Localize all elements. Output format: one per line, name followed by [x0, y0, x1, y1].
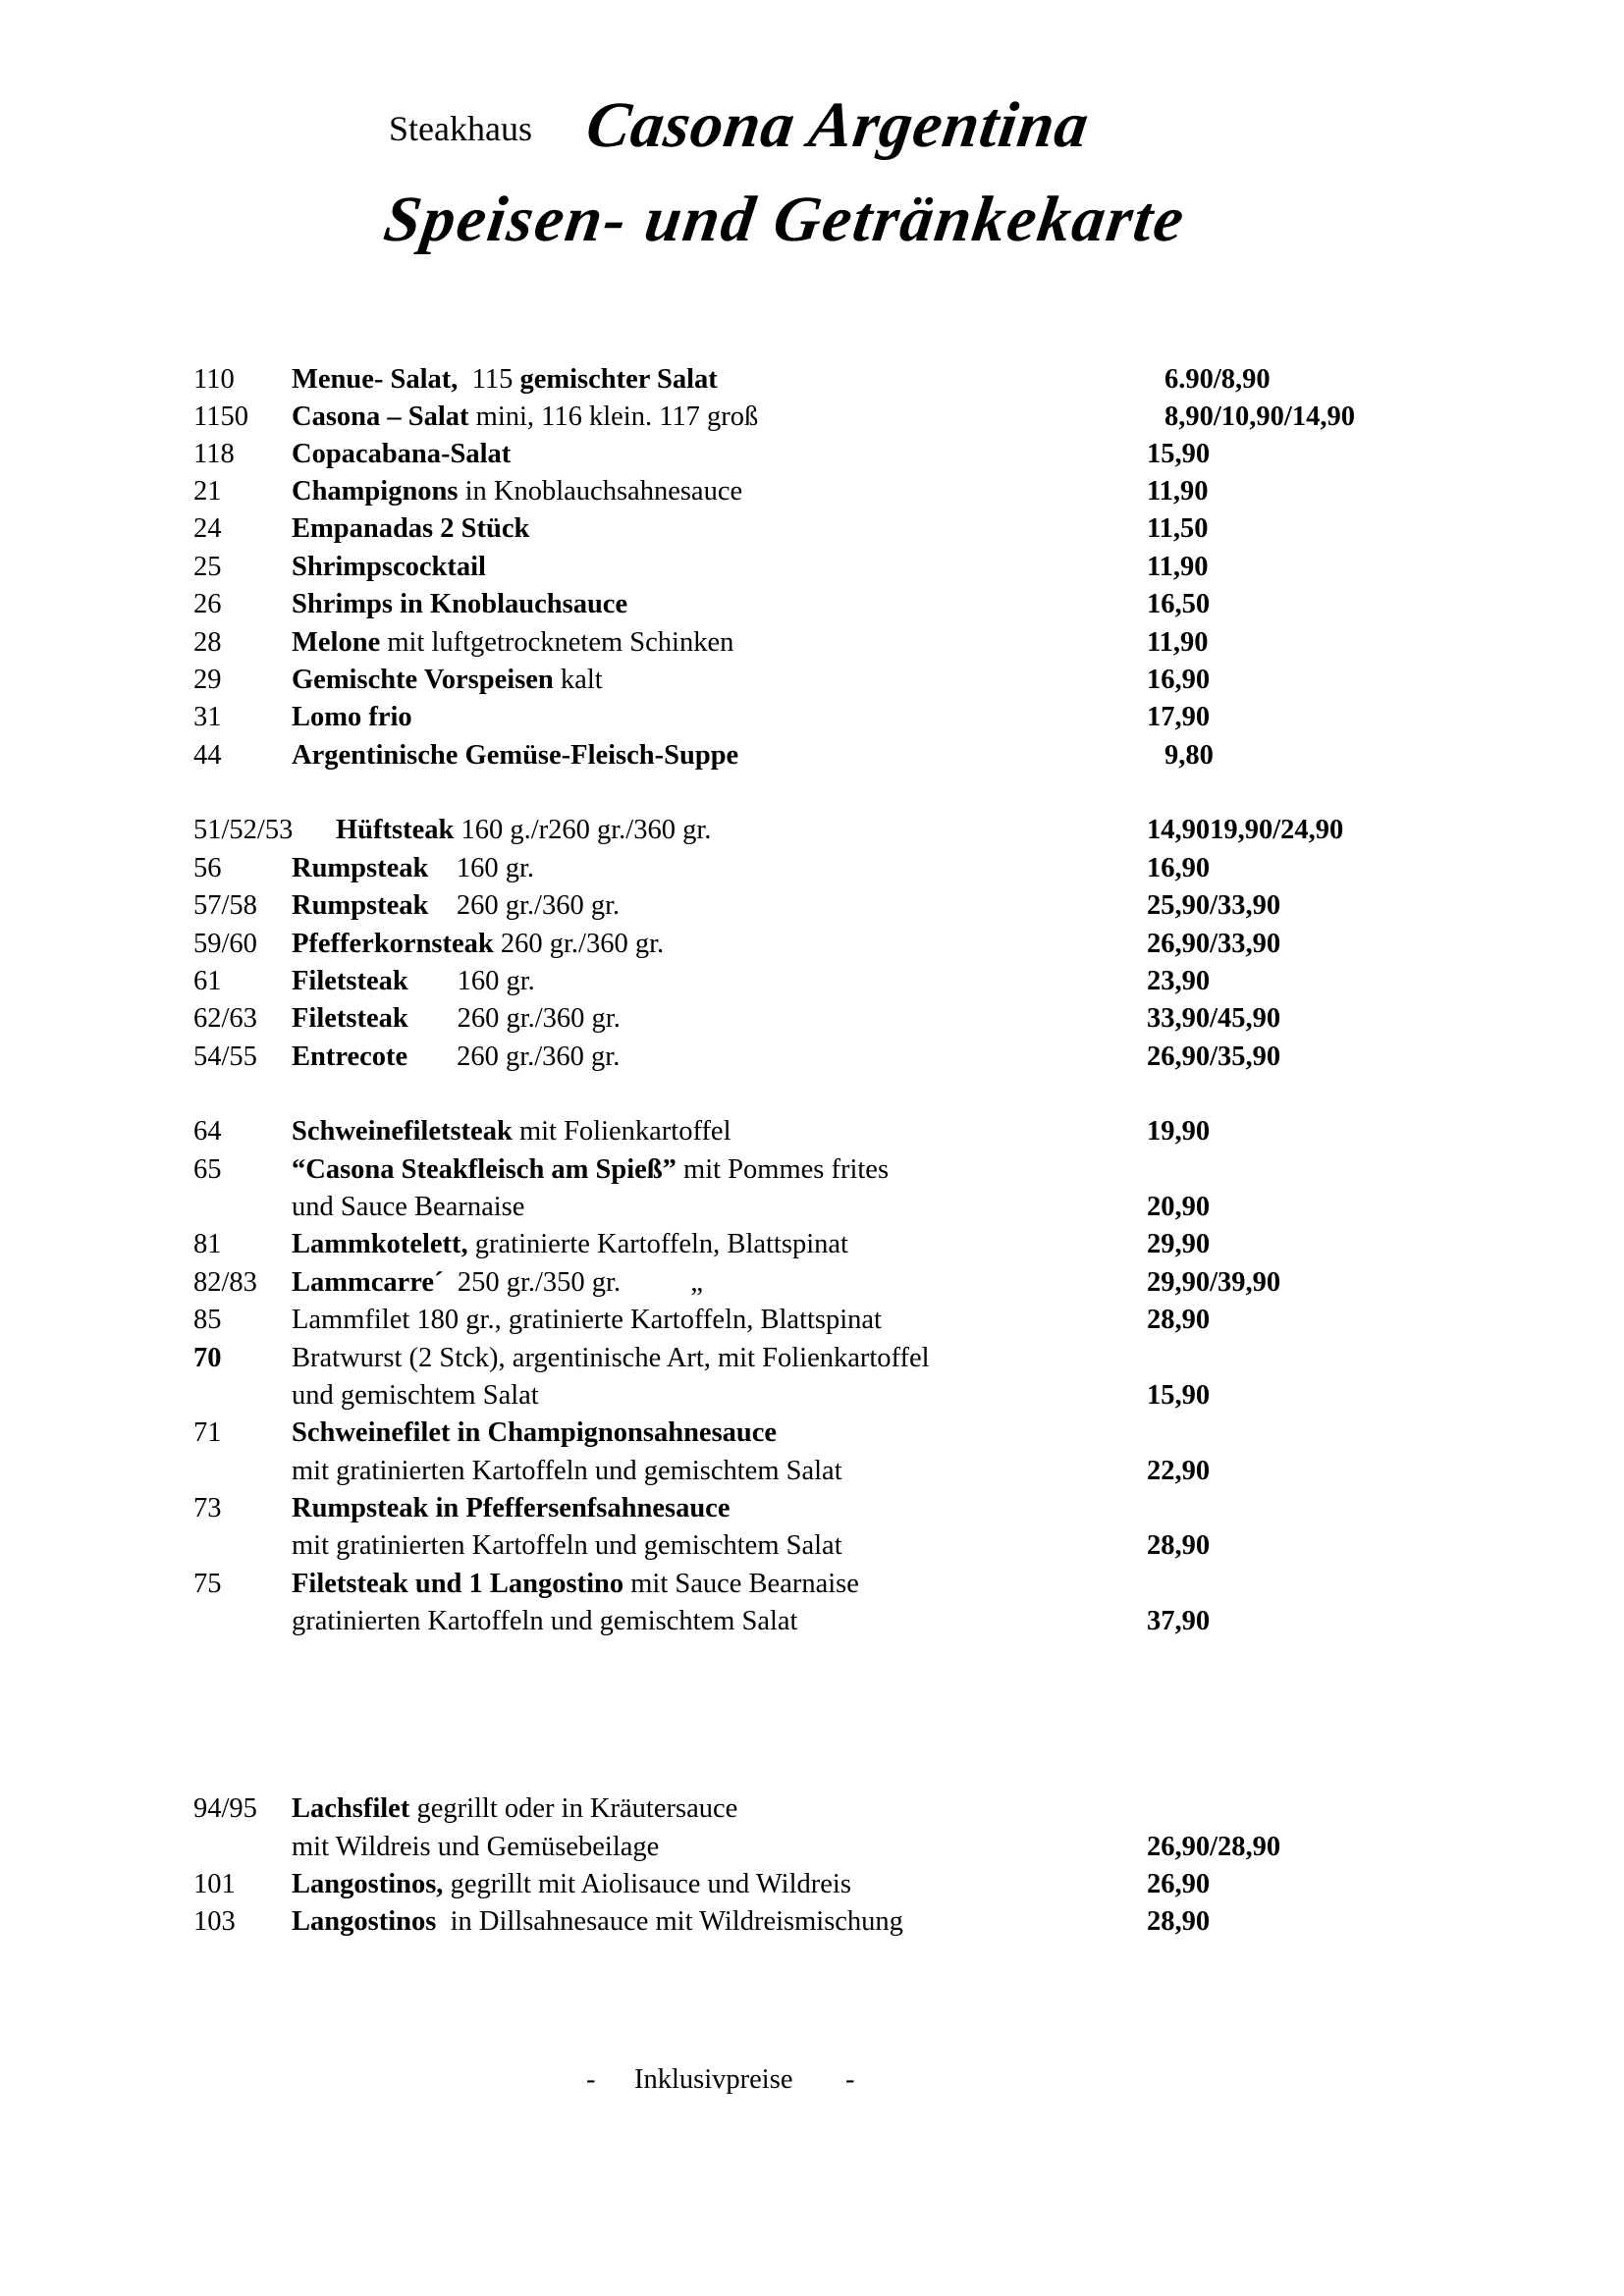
- item-detail: Lammfilet 180 gr., gratinierte Kartoffeln, Blattspinat: [292, 1305, 882, 1335]
- item-name: Shrimps in Knoblauchsauce: [292, 589, 628, 619]
- item-description: [292, 1000, 621, 1038]
- item-number: 29: [193, 665, 222, 695]
- item-price: 16,90: [1147, 853, 1211, 883]
- item-detail: mit luftgetrocknetem Schinken: [380, 627, 734, 658]
- item-price: 11,90: [1147, 476, 1209, 507]
- item-description: [292, 399, 758, 436]
- menu-item: [0, 624, 1624, 662]
- menu-item: [0, 963, 1624, 1000]
- item-description: [292, 1151, 889, 1189]
- item-number: 59/60: [193, 929, 257, 959]
- item-description: [292, 1527, 842, 1565]
- item-price: 15,90: [1147, 1380, 1211, 1411]
- item-name: Lammcarre´: [292, 1267, 444, 1298]
- menu-item: [0, 1415, 1624, 1452]
- menu-item: [0, 1151, 1624, 1189]
- item-name: Pfefferkornsteak: [292, 929, 494, 959]
- item-price: 26,90/33,90: [1147, 929, 1281, 959]
- item-name: Filetsteak: [292, 1003, 408, 1034]
- item-detail: gegrillt mit Aiolisauce und Wildreis: [443, 1869, 851, 1899]
- item-detail: mit gratinierten Kartoffeln und gemischtem Salat: [292, 1456, 842, 1486]
- item-detail: mit Folienkartoffel: [512, 1116, 731, 1147]
- item-description: [292, 887, 620, 925]
- item-number: 82/83: [193, 1267, 257, 1298]
- menu-item: [0, 361, 1624, 399]
- menu-item-continuation: [0, 1453, 1624, 1490]
- item-price: 26,90/35,90: [1147, 1041, 1281, 1072]
- menu-item-continuation: [0, 1377, 1624, 1415]
- item-description: [292, 1566, 859, 1603]
- item-description: [336, 812, 711, 849]
- item-detail: 160 gr.: [428, 853, 535, 883]
- item-name: Hüftsteak: [336, 815, 455, 845]
- item-number: 118: [193, 439, 235, 469]
- menu-item: [0, 926, 1624, 963]
- item-name: Schweinefilet in Champignonsahnesauce: [292, 1417, 778, 1448]
- item-detail: mit Pommes frites: [676, 1154, 890, 1185]
- item-name: Rumpsteak: [292, 890, 429, 921]
- item-description: [292, 1226, 848, 1263]
- menu-item: [0, 737, 1624, 774]
- menu-item: [0, 510, 1624, 548]
- item-name: Copacabana-Salat: [292, 439, 512, 469]
- menu-item: [0, 549, 1624, 586]
- item-price: 25,90/33,90: [1147, 890, 1281, 921]
- item-name: “Casona Steakfleisch am Spieß”: [292, 1154, 677, 1185]
- item-price: 22,90: [1147, 1456, 1211, 1486]
- menu-item: [0, 887, 1624, 925]
- item-name: Langostinos,: [292, 1869, 444, 1899]
- item-number: 62/63: [193, 1003, 257, 1034]
- item-name: Champignons: [292, 476, 459, 507]
- item-price: 14,9019,90/24,90: [1147, 815, 1344, 845]
- item-name: Filetsteak: [292, 966, 408, 996]
- menu-item: [0, 1566, 1624, 1603]
- menu-item: [0, 850, 1624, 887]
- item-detail: 160 g./r260 gr./360 gr.: [454, 815, 712, 845]
- item-price: 23,90: [1147, 966, 1211, 996]
- item-number: 94/95: [193, 1793, 257, 1824]
- item-price: 28,90: [1147, 1906, 1211, 1937]
- menu-item-continuation: [0, 1189, 1624, 1226]
- menu-item: [0, 1264, 1624, 1302]
- menu-subtitle: Speisen- und Getränkekarte: [379, 184, 1190, 255]
- item-name: Filetsteak und 1 Langostino: [292, 1569, 624, 1599]
- item-number: 110: [193, 364, 235, 395]
- item-description: [292, 1829, 659, 1866]
- item-description: [292, 1415, 777, 1452]
- item-number: 26: [193, 589, 222, 619]
- item-price: 11,90: [1147, 552, 1209, 582]
- menu-item: [0, 1039, 1624, 1076]
- item-detail: und Sauce Bearnaise: [292, 1192, 525, 1222]
- item-name: Langostinos: [292, 1906, 437, 1937]
- item-number: 75: [193, 1569, 222, 1599]
- item-detail: gratinierten Kartoffeln und gemischtem Salat: [292, 1606, 798, 1636]
- item-number: 61: [193, 966, 222, 996]
- item-price: 33,90/45,90: [1147, 1003, 1281, 1034]
- menu-item: [0, 1790, 1624, 1828]
- item-detail: mit Wildreis und Gemüsebeilage: [292, 1832, 660, 1862]
- item-number: 64: [193, 1116, 222, 1147]
- item-price: 15,90: [1147, 439, 1211, 469]
- item-description: [292, 1866, 851, 1903]
- item-number: 57/58: [193, 890, 257, 921]
- menu-item: [0, 1340, 1624, 1377]
- item-description: [292, 549, 486, 586]
- item-number: 51/52/53: [193, 815, 294, 845]
- item-number: 56: [193, 853, 222, 883]
- item-detail: 115: [458, 364, 520, 395]
- item-description: [292, 1377, 539, 1415]
- item-description: [292, 1790, 737, 1828]
- item-price: 11,50: [1147, 513, 1209, 544]
- item-name: Casona – Salat: [292, 401, 469, 432]
- item-number: 81: [193, 1229, 222, 1259]
- item-name: Melone: [292, 627, 381, 658]
- item-description: [292, 624, 733, 662]
- item-detail: 260 gr./360 gr.: [407, 1003, 621, 1034]
- item-name: Schweinefiletsteak: [292, 1116, 513, 1147]
- menu-item: [0, 1000, 1624, 1038]
- item-description: [292, 1490, 730, 1527]
- item-number: 65: [193, 1154, 222, 1185]
- footer-dash-left: -: [586, 2064, 596, 2095]
- item-detail: mit gratinierten Kartoffeln und gemischtem Salat: [292, 1530, 842, 1561]
- menu-item: [0, 1302, 1624, 1339]
- item-name: gemischter Salat: [519, 364, 718, 395]
- item-description: [292, 586, 627, 623]
- item-description: [292, 1302, 882, 1339]
- item-number: 25: [193, 552, 222, 582]
- item-description: [292, 1340, 930, 1377]
- item-description: [292, 473, 742, 510]
- menu-item: [0, 1866, 1624, 1903]
- item-name: Rumpsteak: [292, 853, 429, 883]
- footer-dash-right: -: [845, 2064, 855, 2095]
- item-description: [292, 436, 511, 473]
- item-detail: 260 gr./360 gr.: [407, 1041, 621, 1072]
- item-description: [292, 850, 534, 887]
- item-number: 31: [193, 702, 222, 732]
- item-name: Entrecote: [292, 1041, 408, 1072]
- item-number: 44: [193, 740, 222, 771]
- item-detail: gegrillt oder in Kräutersauce: [409, 1793, 738, 1824]
- item-number: 21: [193, 476, 222, 507]
- menu-item: [0, 662, 1624, 699]
- menu-item-continuation: [0, 1829, 1624, 1866]
- menu-item: [0, 1490, 1624, 1527]
- item-detail: mit Sauce Bearnaise: [623, 1569, 859, 1599]
- item-price: 20,90: [1147, 1192, 1211, 1222]
- item-number: 28: [193, 627, 222, 658]
- item-name: Lachsfilet: [292, 1793, 410, 1824]
- item-description: [292, 1603, 797, 1640]
- menu-item: [0, 436, 1624, 473]
- item-number: 54/55: [193, 1041, 257, 1072]
- item-number: 24: [193, 513, 222, 544]
- item-price: 16,50: [1147, 589, 1211, 619]
- item-number: 1150: [193, 401, 248, 432]
- restaurant-name: Casona Argentina: [581, 89, 1094, 161]
- menu-item: [0, 699, 1624, 736]
- item-price: 29,90/39,90: [1147, 1267, 1281, 1298]
- item-price: 26,90: [1147, 1869, 1211, 1899]
- item-description: [292, 1453, 842, 1490]
- item-description: [292, 1039, 620, 1076]
- item-number: 70: [193, 1343, 222, 1373]
- item-number: 73: [193, 1493, 222, 1523]
- item-description: [292, 737, 738, 774]
- item-detail: 250 gr./350 gr. „: [443, 1267, 703, 1298]
- menu-item: [0, 586, 1624, 623]
- item-description: [292, 361, 718, 399]
- item-number: 71: [193, 1417, 222, 1448]
- item-detail: 160 gr.: [407, 966, 535, 996]
- item-number: 101: [193, 1869, 236, 1899]
- item-price: 19,90: [1147, 1116, 1211, 1147]
- item-detail: Bratwurst (2 Stck), argentinische Art, mit Folienkartoffel: [292, 1343, 930, 1373]
- item-description: [292, 1189, 524, 1226]
- item-price: 16,90: [1147, 665, 1211, 695]
- item-price: 29,90: [1147, 1229, 1211, 1259]
- item-description: [292, 510, 529, 548]
- menu-item: [0, 812, 1624, 849]
- item-description: [292, 699, 412, 736]
- item-detail: und gemischtem Salat: [292, 1380, 539, 1411]
- item-price: 37,90: [1147, 1606, 1211, 1636]
- item-price: 9,80: [1164, 740, 1214, 771]
- item-price: 28,90: [1147, 1305, 1211, 1335]
- item-price: 17,90: [1147, 702, 1211, 732]
- item-name: Empanadas 2 Stück: [292, 513, 530, 544]
- item-name: Menue- Salat,: [292, 364, 459, 395]
- item-price: 26,90/28,90: [1147, 1832, 1281, 1862]
- item-price: 28,90: [1147, 1530, 1211, 1561]
- item-number: 85: [193, 1305, 222, 1335]
- item-detail: in Knoblauchsahnesauce: [458, 476, 743, 507]
- menu-item: [0, 399, 1624, 436]
- item-detail: 260 gr./360 gr.: [428, 890, 621, 921]
- item-name: Rumpsteak in Pfeffersenfsahnesauce: [292, 1493, 731, 1523]
- item-name: Shrimpscocktail: [292, 552, 486, 582]
- item-number: 103: [193, 1906, 236, 1937]
- footer-note: Inklusivpreise: [634, 2064, 793, 2095]
- menu-item: [0, 1113, 1624, 1150]
- item-price: 8,90/10,90/14,90: [1164, 401, 1355, 432]
- item-name: Lammkotelett,: [292, 1229, 468, 1259]
- item-description: [292, 662, 603, 699]
- item-description: [292, 1113, 731, 1150]
- menu-item-continuation: [0, 1603, 1624, 1640]
- menu-item-continuation: [0, 1527, 1624, 1565]
- menu-item: [0, 473, 1624, 510]
- item-description: [292, 963, 535, 1000]
- item-description: [292, 926, 664, 963]
- item-name: Lomo frio: [292, 702, 412, 732]
- menu-item: [0, 1226, 1624, 1263]
- item-name: Gemischte Vorspeisen: [292, 665, 554, 695]
- item-detail: gratinierte Kartoffeln, Blattspinat: [467, 1229, 848, 1259]
- item-description: [292, 1903, 903, 1941]
- item-detail: in Dillsahnesauce mit Wildreismischung: [436, 1906, 903, 1937]
- menu-item: [0, 1903, 1624, 1941]
- header-prefix: Steakhaus: [389, 109, 532, 148]
- item-detail: 260 gr./360 gr.: [493, 929, 665, 959]
- item-detail: mini, 116 klein. 117 groß: [468, 401, 759, 432]
- item-name: Argentinische Gemüse-Fleisch-Suppe: [292, 740, 739, 771]
- item-detail: kalt: [553, 665, 603, 695]
- item-description: [292, 1264, 703, 1302]
- item-price: 11,90: [1147, 627, 1209, 658]
- item-price: 6.90/8,90: [1164, 364, 1271, 395]
